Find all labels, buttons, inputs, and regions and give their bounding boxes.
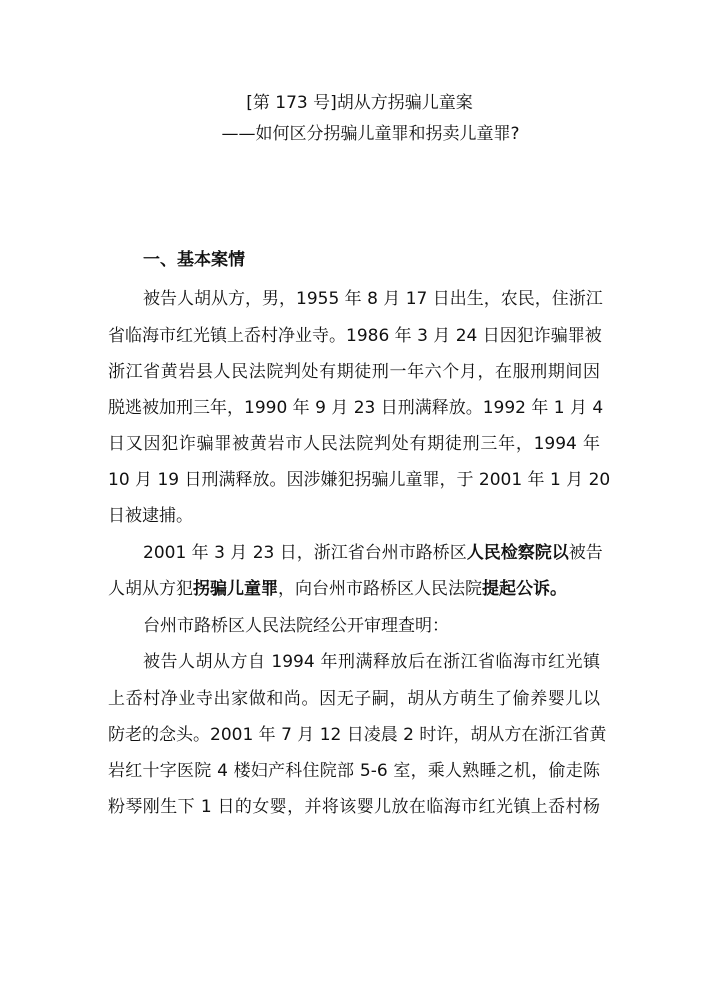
paragraph-1-line: 日被逮捕。 [108,506,193,526]
paragraph-1-line: 脱逃被加刑三年，1990 年 9 月 23 日刑满释放。1992 年 1 月 4 [108,398,604,418]
paragraph-1-line: 浙江省黄岩县人民法院判处有期徒刑一年六个月，在服刑期间因 [108,362,600,382]
paragraph-2-text: 2001 年 3 月 23 日，浙江省台州市路桥区 [143,543,467,563]
paragraph-1-line: 日又因犯诈骗罪被黄岩市人民法院判处有期徒刑三年，1994 年 [108,434,600,454]
paragraph-2-line [108,577,600,601]
paragraph-4-line: 被告人胡从方自 1994 年刑满释放后在浙江省临海市红光镇 [143,652,600,672]
paragraph-3-line: 台州市路桥区人民法院经公开审理查明： [143,616,449,636]
charge-emphasis: 拐骗儿童罪 [193,579,278,599]
paragraph-4-line: 粉琴刚生下 1 日的女婴，并将该婴儿放在临海市红光镇上岙村杨 [108,797,600,817]
paragraph-2-line [143,541,603,565]
paragraph-1-line: 被告人胡从方，男，1955 年 8 月 17 日出生，农民，住浙江 [143,289,603,309]
paragraph-4-line: 岩红十字医院 4 楼妇产科住院部 5-6 室，乘人熟睡之机，偷走陈 [108,761,600,781]
paragraph-2-text: ，向台州市路桥区人民法院 [278,579,482,599]
paragraph-4-line: 上岙村净业寺出家做和尚。因无子嗣，胡从方萌生了偷养婴儿以 [108,689,600,709]
paragraph-2-text: 人胡从方犯 [108,579,193,599]
paragraph-4-line: 防老的念头。2001 年 7 月 12 日凌晨 2 时许，胡从方在浙江省黄 [108,725,607,745]
paragraph-2-text: 被告 [568,543,603,563]
prosecution-emphasis: 提起公诉。 [482,579,567,599]
case-subtitle: ——如何区分拐骗儿童罪和拐卖儿童罪? [221,124,520,144]
prosecutor-emphasis: 人民检察院以 [466,543,569,563]
paragraph-1-line: 10 月 19 日刑满释放。因涉嫌犯拐骗儿童罪，于 2001 年 1 月 20 [108,470,611,490]
paragraph-1-line: 省临海市红光镇上岙村净业寺。1986 年 3 月 24 日因犯诈骗罪被 [108,326,602,346]
case-title: [第 173 号]胡从方拐骗儿童案 [246,93,473,113]
section-heading: 一、基本案情 [143,250,245,270]
